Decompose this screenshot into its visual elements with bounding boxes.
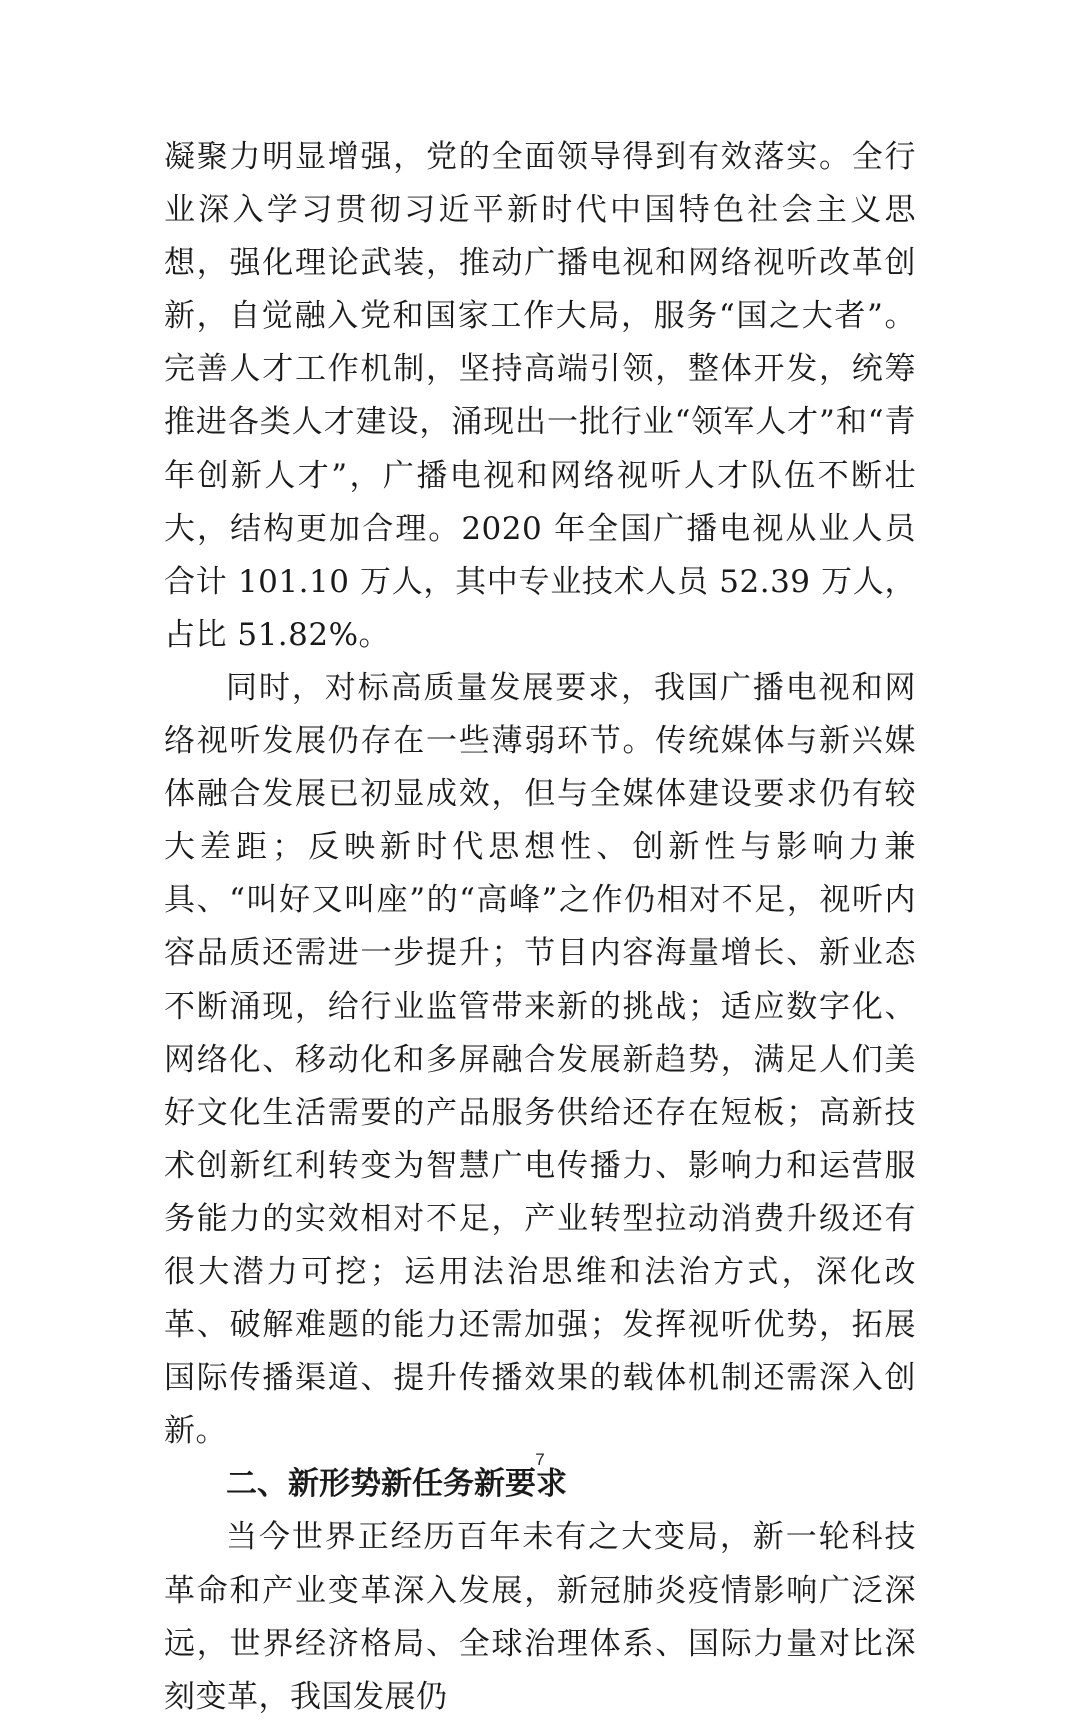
page-number: 7 [535,1450,545,1469]
paragraph-weaknesses: 同时，对标高质量发展要求，我国广播电视和网络视听发展仍存在一些薄弱环节。传统媒体与新兴媒体融合发展已初显成效，但与全媒体建设要求仍有较大差距；反映新时代思想性、创新性与影响力兼具、“叫好又叫座”的“高峰”之作仍相对不足，视听内容品质还需进一步提升；节目内容海量增长、新业态不断涌现，给行业监管带来新的挑战；适应数字化、网络化、移动化和多屏融合发展新趋势，满足人们美好文化生活需要的产品服务供给还存在短板；高新技术创新红利转变为智慧广电传播力、影响力和运营服务能力的实效相对不足，产业转型拉动消费升级还有很大潜力可挖；运用法治思维和法治方式，深化改革、破解难题的能力还需加强；发挥视听优势，拓展国际传播渠道、提升传播效果的载体机制还需深入创新。 [164,669,916,1450]
paragraph-continuation: 凝聚力明显增强，党的全面领导得到有效落实。全行业深入学习贯彻习近平新时代中国特色社会主义思想，强化理论武装，推动广播电视和网络视听改革创新，自觉融入党和国家工作大局，服务“国之大者”。完善人才工作机制，坚持高端引领，整体开发，统筹推进各类人才建设，涌现出一批行业“领军人才”和“青年创新人才”，广播电视和网络视听人才队伍不断壮大，结构更加合理。2020 年全国广播电视从业人员合计 101.10 万人，其中专业技术人员 52.39 万人，占比 51.82%。 [164,139,916,653]
section-heading: 二、新形势新任务新要求 [226,1466,567,1503]
document-body [164,131,916,1724]
paragraph-new-situation: 当今世界正经历百年未有之大变局，新一轮科技革命和产业变革深入发展，新冠肺炎疫情影响广泛深远，世界经济格局、全球治理体系、国际力量对比深刻变革，我国发展仍 [164,1519,916,1715]
